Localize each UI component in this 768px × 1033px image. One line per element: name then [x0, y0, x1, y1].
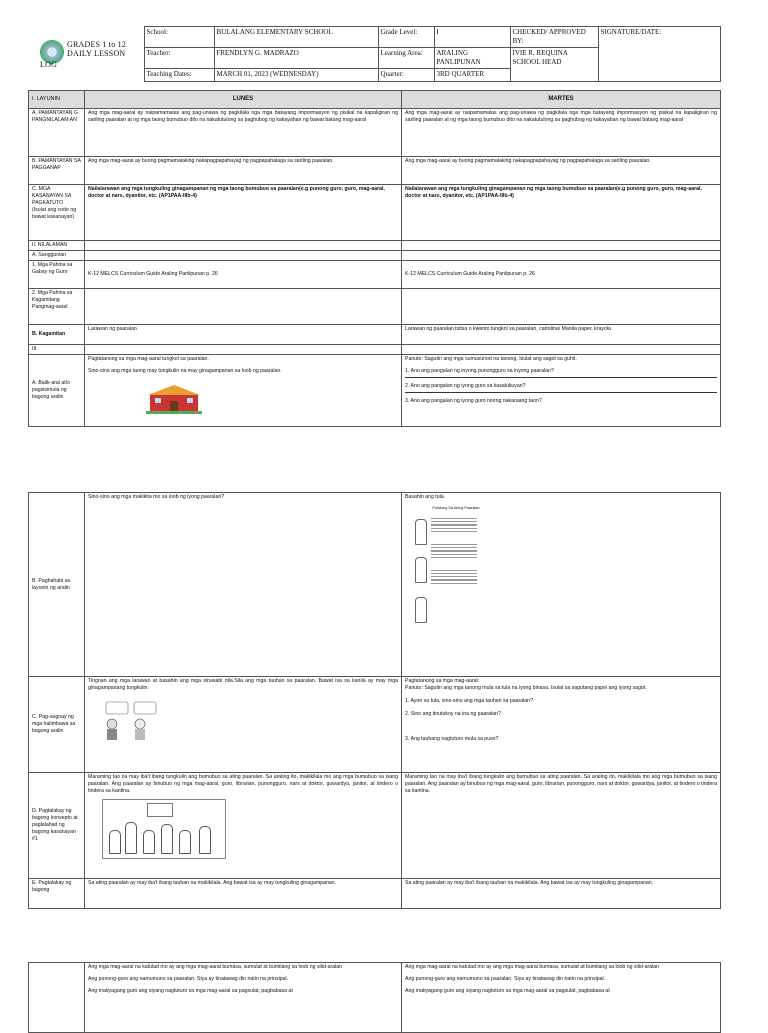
page3-lunes-p2: Ang punong-guro ang namumuno sa paaralan. Siya ay tinatawag din natin na prinsipal.	[88, 976, 289, 982]
cell-nilalaman-martes	[402, 241, 721, 251]
row-label-paghahabi: B. Paghahabi sa layunin ng aralin	[29, 493, 85, 677]
cell-c-martes: Nailalarawan ang mga tungkuling ginagampanan ng mga taong bumubuo sa paaralan(e.g punong guro, guro, mag-aaral, doctor at nars, dyanitor, etc. (AP1PAA-IIIb-4)	[402, 185, 721, 241]
pag-uugnay-martes-q3: 3. Ang tauhang nagtuturo mula sa puso?	[405, 736, 499, 742]
staff-figure-6-icon	[199, 826, 211, 854]
teacher-label: Teacher:	[144, 48, 214, 69]
pag-uugnay-martes-1: Pagtatanong sa mga mag-aaral:	[405, 678, 480, 684]
row-label-pamantayan-pangnilalaman: A. PAMANTAYAN G PANGNILALAM AN	[29, 109, 85, 157]
page3-lunes-p3: Ang matiyagang guro ang siyang nagtuturo sa mga mag-aaral sa pagsulat, pagbabasa at	[88, 988, 293, 994]
balik-martes-q2: 2. Ano ang pangalan ng iyong guro sa kasalukuyan?	[405, 383, 717, 393]
dll-title-cell	[38, 27, 144, 82]
row-label-kagamitan: B. Kagamitan	[29, 325, 85, 345]
school-building-icon	[146, 384, 202, 414]
cell-page3-lunes	[85, 963, 402, 1033]
poem-figure-3-icon	[415, 597, 427, 623]
title-line-1: GRADES 1 to 12	[67, 39, 127, 49]
pag-uugnay-martes-2: Panuto: Sagutin ang mga tanong mula sa tula na iyong binasa. Isulat sa sagutang papel ang iyong sagot.	[405, 685, 647, 691]
grade-value: I	[434, 27, 510, 48]
balik-martes-q1: 1. Ano ang pangalan ng inyong punongguro sa inyong paaralan?	[405, 368, 717, 378]
staff-figure-2-icon	[125, 822, 137, 854]
staff-figure-3-icon	[143, 830, 155, 854]
balik-martes-q3: 3. Ano ang pangalan ng iyong guro noong nakaraang taon?	[405, 398, 542, 404]
lesson-table-page-2	[28, 492, 721, 909]
grade-label: Grade Level:	[378, 27, 434, 48]
dates-value: MARCH 01, 2023 (WEDNESDAY)	[214, 69, 378, 82]
pag-uugnay-martes-q2: 2. Sino ang tinutukoy na ina ng paaralan?	[405, 711, 501, 717]
staff-figure-5-icon	[179, 830, 191, 854]
cell-pag-uugnay-lunes	[85, 677, 402, 773]
cell-page3-martes	[402, 963, 721, 1033]
dll-header-table	[38, 26, 721, 82]
cell-gabay-lunes: K-12 MELCS Curriculum Guide Araling Panlipunan p. 26	[85, 261, 402, 289]
cell-sanggunian-lunes	[85, 251, 402, 261]
balik-martes-line-1: Panuto: Sagutin ang mga sumusunod na tanong. Isulat ang sagot sa guhit.	[405, 356, 577, 362]
checked-label: CHECKED/ APPROVED BY:	[510, 27, 598, 48]
page3-martes-p1: Ang mga mag-aaral na katulad mo ay ang mga mag-aaral bumasa, sumulat at bumilang sa loob ng silid-aralan	[405, 964, 660, 970]
cell-kagamitan-b-martes: Larawan ng paaralan,tsitsa o kwento tungkol sa paaralan, cartolina/ Manila paper, krayola	[402, 325, 721, 345]
day-header-lunes: LUNES	[85, 91, 402, 109]
lesson-table-page-1	[28, 90, 721, 427]
title-line-3: LOG	[40, 59, 58, 69]
row-label-pagtalakay-1: D. Pagtalakay ng bagong konsepto at paglalahad ng bagong kasanayan #1	[29, 773, 85, 879]
row-label-sanggunian: A. Sanggunian	[29, 251, 85, 261]
cell-kagamitan-martes	[402, 289, 721, 325]
pagtalakay-lunes-text: Maraming tao na may iba't ibang tungkulin ang bumubuo sa ating paaralan. Sa araling ito, makikilala mo ang mga bumubuo sa isang paaralan. Ang paaralan ay binubuo ng mga mag-aaral, guro, librarian, punongguro, nars at doktor, guwardya, janitor, at tindero o tindera sa kantina.	[88, 774, 398, 794]
page3-martes-p2: Ang punong-guro ang namumuno sa paaralan. Siya ay tinatawag din natin na prinsipal.	[405, 976, 606, 982]
poem-figure-2-icon	[415, 557, 427, 583]
layunin-heading: I. LAYUNIN	[29, 91, 85, 109]
balik-lunes-line-2: Sino-sino ang mga taong may tungkulin na may ginagampanan sa loob ng paaralan.	[88, 368, 282, 374]
cell-paghahabi-lunes: Sino-sino ang mga makikita mo sa loob ng iyong paaralan?	[85, 493, 402, 677]
cell-c-lunes: Nailalarawan ang mga tungkuling ginagampanan ng mga taong bumubuo sa paaralan(e.g punong guro, guro, mag-aaral, doctor at nars, dyanitor, etc. (AP1PAA-IIIb-4)	[85, 185, 402, 241]
approver-value: IVIE R. REQUINA SCHOOL HEAD	[510, 48, 598, 82]
staff-figure-4-icon	[161, 824, 173, 854]
teacher-value: FRENDLYN G. MADRAZO	[214, 48, 378, 69]
area-value: ARALING PANLIPUNAN	[434, 48, 510, 69]
cell-balik-martes	[402, 355, 721, 427]
signature-label: SIGNATURE/DATE:	[598, 27, 720, 82]
poem-illustration	[413, 505, 485, 633]
row-label-iii: III.	[29, 345, 85, 355]
row-label-page-3	[29, 963, 85, 1033]
title-line-2: DAILY LESSON	[67, 48, 126, 58]
quarter-value: 3RD QUARTER	[434, 69, 510, 82]
cell-pagtalakay2-martes: Sa ating paaralan ay may iba't ibang tauhan na makikilala. Ang bawat isa ay may tungkuling ginagampanan.	[402, 879, 721, 909]
cell-iii-martes	[402, 345, 721, 355]
pag-uugnay-lunes-text: Tingnan ang mga larawan at basahin ang mga sinasabi nila.Sila ang mga tauhan sa paaralan. Bawat isa sa kanila ay may mga ginagampanang tungkulin.	[88, 678, 398, 691]
row-label-pamantayan-pagganap: B. PAMANTAYAN SA PAGGANAP	[29, 157, 85, 185]
cell-kagamitan-lunes	[85, 289, 402, 325]
row-label-balik-aral: A. Balik-aral at/o pagsisimula ng bagong aralin	[29, 355, 85, 427]
dates-label: Teaching Dates:	[144, 69, 214, 82]
cell-iii-lunes	[85, 345, 402, 355]
cell-b-lunes: Ang mga mag-aaral ay buong pagmamalaking nakapagpapahayag ng pagpapahalaga sa sariling paaralan.	[85, 157, 402, 185]
cell-a-lunes: Ang mga mag-aaral ay naipamamalas ang pag-unawa ng pagkilala nga mga batayang impormasyon ng pisikal na kapaligiran ng sariling paaralan at ng mga taong bumubuo dito na nakatutulong sa paghubog ng kakayahan ng bawat batang mag-aaral	[85, 109, 402, 157]
cell-b-martes: Ang mga mag-aaral ay buong pagmamalaking nakapagpapahayag ng pagpapahalaga sa sariling paaralan.	[402, 157, 721, 185]
day-header-martes: MARTES	[402, 91, 721, 109]
area-label: Learning Area:	[378, 48, 434, 69]
poem-figure-1-icon	[415, 519, 427, 545]
cell-a-martes: Ang mga mag-aaral ay naipamamalas ang pag-unawa ng pagkilala nga mga batayang impormasyon ng pisikal na kapaligiran ng sariling paaralan at ng mga taong bumubuo dito na nakatutulong sa paghubog ng kakayahan ng bawat batang mag-aaral	[402, 109, 721, 157]
staff-figure-1-icon	[109, 830, 121, 854]
cell-paghahabi-martes	[402, 493, 721, 677]
lesson-table-page-3	[28, 962, 721, 1033]
cell-pag-uugnay-martes	[402, 677, 721, 773]
kasanayan-note: (Isulat ang code ng bawat kasanayan)	[32, 207, 77, 220]
basahin-tula-text: Basahin ang tula.	[405, 494, 446, 500]
row-label-kasanayan	[29, 185, 85, 241]
kasanayan-label: C. MGA KASANAYAN SA PAGKATUTO	[32, 186, 72, 206]
row-label-nilalaman: II. NILALAMAN	[29, 241, 85, 251]
page3-lunes-p1: Ang mga mag-aaral na katulad mo ay ang mga mag-aaral bumasa, sumulat at bumilang sa loob ng silid-aralan	[88, 964, 343, 970]
page3-martes-p3: Ang matiyagang guro ang siyang nagtuturo sa mga mag-aaral sa pagsulat, pagbabasa at	[405, 988, 610, 994]
school-sign-icon	[147, 803, 173, 817]
school-label: School:	[144, 27, 214, 48]
pag-uugnay-martes-q1: 1. Ayon sa tula, sino-sino ang mga tauhan sa paaralan?	[405, 698, 533, 704]
school-staff-comic-icon	[100, 700, 168, 742]
poem-title: Pulutong Sa Aking Paaralan	[432, 506, 480, 510]
cell-balik-lunes	[85, 355, 402, 427]
cell-kagamitan-b-lunes: Larawan ng paaralan	[85, 325, 402, 345]
cell-pagtalakay-lunes	[85, 773, 402, 879]
row-label-pagtalakay-2: E. Pagtalakay ng bagong	[29, 879, 85, 909]
cell-pagtalakay-martes: Maraming tao na may iba't ibang tungkulin ang bumubuo sa ating paaralan. Sa araling ito, makikilala mo ang mga bumubuo sa isang paaralan. Ang paaralan ay binubuo ng mga mag-aaral, guro, librarian, punongguro, nars at doktor, guwardya, janitor, at tindero o tindera sa kantina.	[402, 773, 721, 879]
row-label-gabay-guro: 1. Mga Pahina sa Gabay ng Guro	[29, 261, 85, 289]
cell-sanggunian-martes	[402, 251, 721, 261]
row-label-kagamitang-pangmag-aaral: 2. Mga Pahina sa Kagamitang Pangmag-aaral	[29, 289, 85, 325]
balik-lunes-line-1: Pagtatanong sa mga mag-aaral tungkol sa paaralan.	[88, 356, 209, 362]
cell-pagtalakay2-lunes: Sa ating paaralan ay may iba't ibang tauhan na makikilala. Ang bawat isa ay may tungkuling ginagampanan.	[85, 879, 402, 909]
cell-nilalaman-lunes	[85, 241, 402, 251]
quarter-label: Quarter:	[378, 69, 434, 82]
row-label-pag-uugnay: C. Pag-uugnay ng mga halimbawa sa bagong aralin	[29, 677, 85, 773]
school-community-illustration	[102, 799, 226, 859]
cell-gabay-martes: K-12 MELCS Curriculum Guide Araling Panlipunan p. 26	[402, 261, 721, 289]
school-value: BULALANG ELEMENTARY SCHOOL	[214, 27, 378, 48]
